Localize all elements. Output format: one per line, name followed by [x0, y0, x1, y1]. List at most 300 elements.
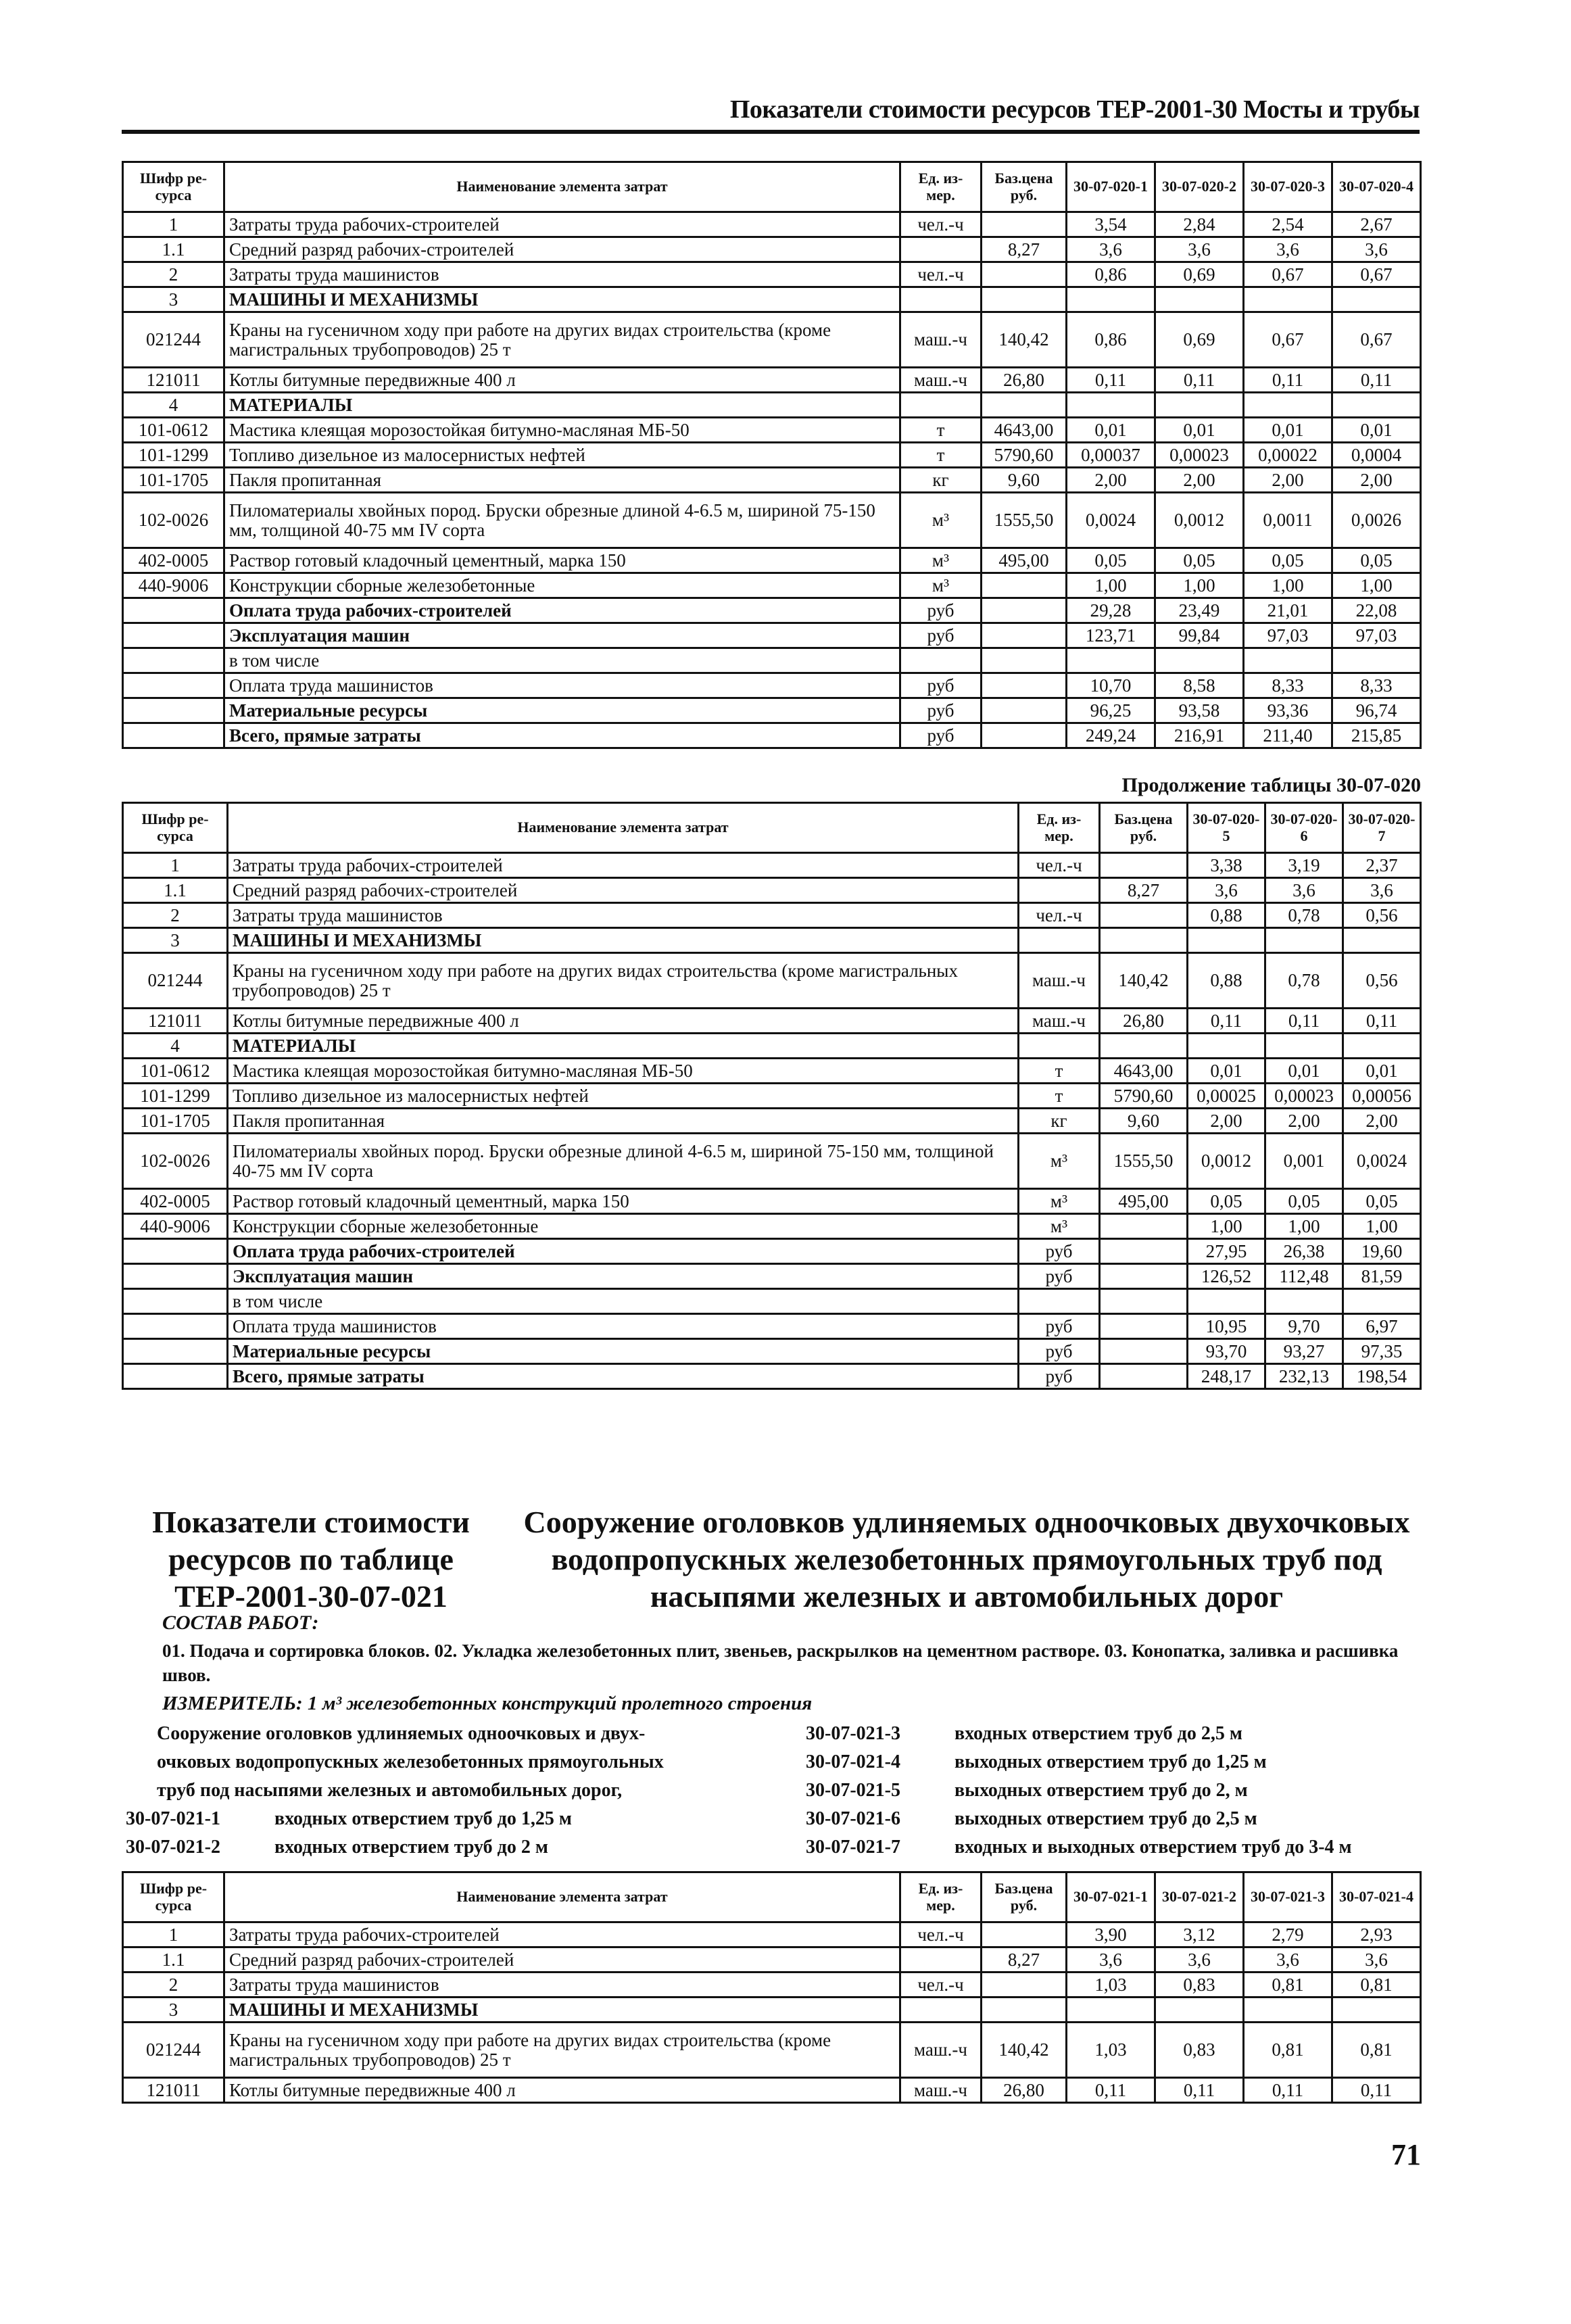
table-row: [123, 1214, 1421, 1239]
norm-code: 30-07-021-6: [806, 1808, 900, 1829]
cell-name: Краны на гусеничном ходу при работе на других видах строительства (кроме магистральных трубопроводов) 25 т: [224, 312, 900, 368]
cell-code: 402-0005: [123, 1189, 228, 1214]
cell-code: [123, 1364, 228, 1389]
cell-unit: [900, 1947, 982, 1972]
cell-price: [1100, 1364, 1188, 1389]
cell-value: 0,81: [1244, 1972, 1332, 1998]
cell-value: 1,03: [1067, 1972, 1155, 1998]
cell-unit: маш.-ч: [900, 2078, 982, 2103]
norm-code: 30-07-021-3: [806, 1723, 900, 1744]
cell-value: 3,6: [1067, 237, 1155, 262]
cell-code: 101-1705: [123, 1109, 228, 1134]
cell-code: 1: [123, 212, 224, 237]
cell-price: 8,27: [982, 237, 1067, 262]
cell-code: [123, 698, 224, 723]
cell-name: Эксплуатация машин: [228, 1264, 1019, 1289]
table-row: [123, 493, 1421, 548]
cell-value: [1067, 393, 1155, 418]
cell-value: 0,69: [1155, 262, 1244, 287]
column-header-code: Шифр ре-сурса: [123, 162, 224, 212]
column-header-name: Наименование элемента затрат: [224, 1872, 900, 1922]
table-2-header-row: [123, 803, 1421, 853]
cell-value: 0,88: [1188, 903, 1265, 928]
cell-name: в том числе: [224, 648, 900, 673]
cell-value: 3,6: [1265, 878, 1343, 903]
table-row: [123, 418, 1421, 443]
cell-price: [982, 212, 1067, 237]
cell-code: 1.1: [123, 237, 224, 262]
cell-value: 0,11: [1332, 368, 1421, 393]
section-title-right: Сооружение оголовков удлиняемых одноочковых двухочковых водопропускных железобетонных прямоугольных труб под насыпями железных и автомобильных дорог: [523, 1505, 1410, 1614]
cell-value: 3,6: [1244, 1947, 1332, 1972]
cell-name: Конструкции сборные железобетонные: [228, 1214, 1019, 1239]
cell-value: 0,00025: [1188, 1084, 1265, 1109]
table-row: [123, 573, 1421, 598]
cell-value: 0,86: [1067, 312, 1155, 368]
table-row: [123, 1998, 1421, 2023]
section-title-left: Показатели стоимости ресурсов по таблице ТЕР-2001-30-07-021: [152, 1505, 470, 1614]
cell-value: 26,38: [1265, 1239, 1343, 1264]
cell-name: Средний разряд рабочих-строителей: [224, 237, 900, 262]
cell-value: [1188, 1289, 1265, 1314]
cell-value: 0,01: [1188, 1059, 1265, 1084]
cell-price: [1100, 1034, 1188, 1059]
cell-unit: кг: [900, 468, 982, 493]
cell-name: Топливо дизельное из малосернистых нефтей: [228, 1084, 1019, 1109]
cell-unit: м³: [1019, 1214, 1100, 1239]
cell-value: 249,24: [1067, 723, 1155, 748]
column-header-unit: Ед. из-мер.: [1019, 803, 1100, 853]
cell-code: 121011: [123, 1009, 228, 1034]
cell-code: [123, 1239, 228, 1264]
cell-value: 0,86: [1067, 262, 1155, 287]
cell-unit: чел.-ч: [1019, 903, 1100, 928]
cell-value: 81,59: [1343, 1264, 1421, 1289]
cell-name: Оплата труда рабочих-строителей: [224, 598, 900, 623]
cell-price: [982, 623, 1067, 648]
cell-value: 0,0004: [1332, 443, 1421, 468]
cell-price: [1100, 1314, 1188, 1339]
cell-unit: кг: [1019, 1109, 1100, 1134]
cell-code: [123, 673, 224, 698]
cell-code: 101-0612: [123, 418, 224, 443]
cell-unit: маш.-ч: [1019, 953, 1100, 1009]
description-line: очковых водопропускных железобетонных прямоугольных: [157, 1751, 664, 1772]
cell-unit: чел.-ч: [900, 1922, 982, 1947]
composition-text: 01. Подача и сортировка блоков. 02. Укладка железобетонных плит, звеньев, раскрылков на цементном растворе. 03. Конопатка, заливка и расшивка швов.: [162, 1641, 1399, 1686]
column-header-norm: 30-07-021-2: [1155, 1872, 1244, 1922]
cell-unit: чел.-ч: [1019, 853, 1100, 878]
cell-value: 1,00: [1188, 1214, 1265, 1239]
cell-value: [1155, 648, 1244, 673]
running-header: Показатели стоимости ресурсов ТЕР-2001-30 Мосты и трубы: [729, 95, 1420, 124]
cell-value: 126,52: [1188, 1264, 1265, 1289]
cell-value: 19,60: [1343, 1239, 1421, 1264]
cell-price: 26,80: [1100, 1009, 1188, 1034]
table-row: [123, 1034, 1421, 1059]
cell-value: 3,6: [1244, 237, 1332, 262]
cell-unit: руб: [1019, 1314, 1100, 1339]
table-row: [123, 853, 1421, 878]
cell-value: [1332, 393, 1421, 418]
cell-name: Средний разряд рабочих-строителей: [228, 878, 1019, 903]
cell-value: 0,78: [1265, 903, 1343, 928]
cell-name: Пиломатериалы хвойных пород. Бруски обрезные длиной 4-6.5 м, шириной 75-150 мм, толщиной 40-75 мм IV сорта: [224, 493, 900, 548]
description-line: труб под насыпями железных и автомобильных дорог,: [157, 1780, 623, 1801]
table-row: [123, 368, 1421, 393]
cell-price: 8,27: [982, 1947, 1067, 1972]
cell-name: Материальные ресурсы: [224, 698, 900, 723]
cell-value: 3,90: [1067, 1922, 1155, 1947]
table-row: [123, 1972, 1421, 1998]
cell-value: 0,0012: [1155, 493, 1244, 548]
table-row: [123, 648, 1421, 673]
cell-value: 0,0024: [1343, 1134, 1421, 1189]
cell-value: 1,00: [1067, 573, 1155, 598]
cell-value: 0,11: [1343, 1009, 1421, 1034]
resource-table-3: [122, 1871, 1422, 2104]
cell-value: 0,11: [1155, 2078, 1244, 2103]
cell-name: Всего, прямые затраты: [228, 1364, 1019, 1389]
cell-value: 0,0011: [1244, 493, 1332, 548]
table-row: [123, 723, 1421, 748]
cell-price: [982, 723, 1067, 748]
cell-unit: руб: [900, 623, 982, 648]
cell-price: 495,00: [982, 548, 1067, 573]
cell-unit: [900, 1998, 982, 2023]
cell-price: [982, 673, 1067, 698]
cell-name: МАТЕРИАЛЫ: [228, 1034, 1019, 1059]
table-row: [123, 443, 1421, 468]
cell-price: [982, 698, 1067, 723]
cell-value: 8,33: [1332, 673, 1421, 698]
cell-name: Пакля пропитанная: [228, 1109, 1019, 1134]
cell-code: 121011: [123, 368, 224, 393]
table-1-body: [123, 212, 1421, 748]
cell-value: 0,00023: [1155, 443, 1244, 468]
cell-price: 8,27: [1100, 878, 1188, 903]
cell-name: Котлы битумные передвижные 400 л: [224, 2078, 900, 2103]
table-row: [123, 878, 1421, 903]
cell-price: [982, 393, 1067, 418]
cell-value: 2,00: [1332, 468, 1421, 493]
cell-value: 0,05: [1188, 1189, 1265, 1214]
table-row: [123, 1289, 1421, 1314]
cell-value: 0,56: [1343, 953, 1421, 1009]
table-row: [123, 1109, 1421, 1134]
cell-value: 0,11: [1188, 1009, 1265, 1034]
cell-value: [1343, 1034, 1421, 1059]
norm-description: выходных отверстием труб до 2,5 м: [954, 1808, 1257, 1829]
table-row: [123, 1084, 1421, 1109]
table-row: [123, 1264, 1421, 1289]
table-3-body: [123, 1922, 1421, 2103]
cell-value: [1244, 1998, 1332, 2023]
norm-description: выходных отверстием труб до 2, м: [954, 1780, 1248, 1801]
column-header-norm: 30-07-020-6: [1265, 803, 1343, 853]
cell-price: 26,80: [982, 368, 1067, 393]
cell-unit: руб: [900, 598, 982, 623]
cell-value: 0,01: [1244, 418, 1332, 443]
cell-price: [982, 573, 1067, 598]
cell-code: 1.1: [123, 1947, 224, 1972]
cell-value: 248,17: [1188, 1364, 1265, 1389]
cell-value: [1265, 1289, 1343, 1314]
cell-code: 2: [123, 1972, 224, 1998]
cell-name: Котлы битумные передвижные 400 л: [228, 1009, 1019, 1034]
cell-code: 3: [123, 928, 228, 953]
column-header-norm: 30-07-020-4: [1332, 162, 1421, 212]
cell-value: 27,95: [1188, 1239, 1265, 1264]
cell-price: [982, 648, 1067, 673]
table-row: [123, 468, 1421, 493]
table-row: [123, 623, 1421, 648]
cell-name: Мастика клеящая морозостойкая битумно-масляная МБ-50: [228, 1059, 1019, 1084]
cell-value: [1188, 928, 1265, 953]
cell-code: 101-1299: [123, 443, 224, 468]
cell-value: 198,54: [1343, 1364, 1421, 1389]
cell-value: 216,91: [1155, 723, 1244, 748]
measurer-line: ИЗМЕРИТЕЛЬ: 1 м³ железобетонных конструкций пролетного строения: [162, 1693, 813, 1714]
table-row: [123, 1339, 1421, 1364]
cell-price: [1100, 1239, 1188, 1264]
cell-value: [1265, 1034, 1343, 1059]
cell-value: 0,01: [1155, 418, 1244, 443]
cell-value: 1,03: [1067, 2023, 1155, 2078]
norm-description: входных отверстием труб до 1,25 м: [274, 1808, 572, 1829]
cell-price: [1100, 853, 1188, 878]
table-row: [123, 393, 1421, 418]
table-row: [123, 1239, 1421, 1264]
cell-name: Мастика клеящая морозостойкая битумно-масляная МБ-50: [224, 418, 900, 443]
column-header-norm: 30-07-020-7: [1343, 803, 1421, 853]
cell-value: 8,58: [1155, 673, 1244, 698]
cell-name: Топливо дизельное из малосернистых нефтей: [224, 443, 900, 468]
cell-price: 9,60: [982, 468, 1067, 493]
cell-code: 102-0026: [123, 1134, 228, 1189]
continuation-label: Продолжение таблицы 30-07-020: [1121, 774, 1421, 796]
cell-unit: [1019, 1034, 1100, 1059]
norm-code: 30-07-021-2: [126, 1837, 220, 1858]
cell-price: 140,42: [982, 2023, 1067, 2078]
cell-name: Пиломатериалы хвойных пород. Бруски обрезные длиной 4-6.5 м, шириной 75-150 мм, толщиной 40-75 мм IV сорта: [228, 1134, 1019, 1189]
cell-value: 3,12: [1155, 1922, 1244, 1947]
cell-name: Затраты труда рабочих-строителей: [224, 212, 900, 237]
cell-name: Оплата труда машинистов: [228, 1314, 1019, 1339]
cell-value: 0,81: [1332, 1972, 1421, 1998]
table-row: [123, 1009, 1421, 1034]
cell-price: [1100, 1289, 1188, 1314]
cell-price: [982, 1922, 1067, 1947]
cell-name: Раствор готовый кладочный цементный, марка 150: [228, 1189, 1019, 1214]
table-row: [123, 1922, 1421, 1947]
cell-name: Краны на гусеничном ходу при работе на других видах строительства (кроме магистральных трубопроводов) 25 т: [228, 953, 1019, 1009]
page-number: 71: [1391, 2138, 1421, 2171]
cell-name: Всего, прямые затраты: [224, 723, 900, 748]
cell-value: 3,6: [1332, 1947, 1421, 1972]
cell-value: 1,00: [1265, 1214, 1343, 1239]
norm-description: входных и выходных отверстием труб до 3-4 м: [954, 1837, 1352, 1858]
cell-price: [982, 287, 1067, 312]
cell-value: 1,00: [1332, 573, 1421, 598]
cell-price: 1555,50: [982, 493, 1067, 548]
cell-code: 101-1705: [123, 468, 224, 493]
cell-value: [1188, 1034, 1265, 1059]
norm-description: выходных отверстием труб до 1,25 м: [954, 1751, 1267, 1772]
cell-value: [1343, 1289, 1421, 1314]
cell-unit: [1019, 928, 1100, 953]
cell-value: 96,74: [1332, 698, 1421, 723]
resource-table-2: [122, 802, 1422, 1390]
cell-value: [1067, 648, 1155, 673]
cell-value: 0,67: [1244, 312, 1332, 368]
cell-code: [123, 723, 224, 748]
cell-value: 1,00: [1343, 1214, 1421, 1239]
cell-value: 9,70: [1265, 1314, 1343, 1339]
table-1-header-row: [123, 162, 1421, 212]
cell-value: 2,00: [1155, 468, 1244, 493]
cell-value: 2,00: [1244, 468, 1332, 493]
cell-code: 1: [123, 853, 228, 878]
cell-price: 4643,00: [1100, 1059, 1188, 1084]
cell-value: [1265, 928, 1343, 953]
cell-value: [1244, 393, 1332, 418]
cell-value: 0,01: [1343, 1059, 1421, 1084]
cell-price: [982, 262, 1067, 287]
cell-price: 4643,00: [982, 418, 1067, 443]
cell-name: МАТЕРИАЛЫ: [224, 393, 900, 418]
cell-value: 1,00: [1244, 573, 1332, 598]
column-header-norm: 30-07-020-1: [1067, 162, 1155, 212]
cell-value: [1244, 287, 1332, 312]
cell-unit: руб: [1019, 1264, 1100, 1289]
cell-unit: м³: [1019, 1189, 1100, 1214]
cell-value: 0,56: [1343, 903, 1421, 928]
cell-unit: маш.-ч: [900, 368, 982, 393]
cell-unit: т: [900, 443, 982, 468]
cell-value: 3,6: [1067, 1947, 1155, 1972]
cell-unit: [1019, 1289, 1100, 1314]
table-row: [123, 548, 1421, 573]
column-header-norm: 30-07-020-2: [1155, 162, 1244, 212]
cell-value: 0,78: [1265, 953, 1343, 1009]
table-row: [123, 698, 1421, 723]
cell-name: Котлы битумные передвижные 400 л: [224, 368, 900, 393]
norm-code: 30-07-021-4: [806, 1751, 900, 1772]
cell-name: Затраты труда машинистов: [224, 262, 900, 287]
cell-value: 99,84: [1155, 623, 1244, 648]
cell-value: 1,00: [1155, 573, 1244, 598]
codes-left: [126, 1805, 572, 1862]
cell-value: 0,05: [1067, 548, 1155, 573]
norm-code: 30-07-021-1: [126, 1808, 220, 1829]
cell-value: [1332, 648, 1421, 673]
cell-value: [1155, 1998, 1244, 2023]
cell-price: 1555,50: [1100, 1134, 1188, 1189]
table-row: [123, 598, 1421, 623]
cell-price: [982, 1972, 1067, 1998]
cell-name: Эксплуатация машин: [224, 623, 900, 648]
cell-unit: чел.-ч: [900, 1972, 982, 1998]
cell-unit: руб: [900, 698, 982, 723]
cell-unit: маш.-ч: [900, 312, 982, 368]
column-header-price: Баз.цена руб.: [982, 1872, 1067, 1922]
cell-value: 3,19: [1265, 853, 1343, 878]
cell-name: Конструкции сборные железобетонные: [224, 573, 900, 598]
cell-value: 0,01: [1265, 1059, 1343, 1084]
cell-value: 29,28: [1067, 598, 1155, 623]
cell-value: 123,71: [1067, 623, 1155, 648]
cell-value: 22,08: [1332, 598, 1421, 623]
cell-code: 402-0005: [123, 548, 224, 573]
table-row: [123, 212, 1421, 237]
cell-unit: м³: [900, 573, 982, 598]
cell-unit: т: [1019, 1059, 1100, 1084]
column-header-code: Шифр ре-сурса: [123, 803, 228, 853]
cell-value: 3,38: [1188, 853, 1265, 878]
table-row: [123, 287, 1421, 312]
cell-unit: чел.-ч: [900, 212, 982, 237]
cell-value: 6,97: [1343, 1314, 1421, 1339]
cell-unit: чел.-ч: [900, 262, 982, 287]
table-2-body: [123, 853, 1421, 1389]
cell-value: 0,00056: [1343, 1084, 1421, 1109]
cell-price: [982, 1998, 1067, 2023]
cell-name: Оплата труда машинистов: [224, 673, 900, 698]
cell-name: Пакля пропитанная: [224, 468, 900, 493]
cell-value: [1332, 287, 1421, 312]
cell-value: 0,11: [1244, 2078, 1332, 2103]
cell-code: 1: [123, 1922, 224, 1947]
column-header-unit: Ед. из-мер.: [900, 162, 982, 212]
cell-code: [123, 648, 224, 673]
cell-price: [1100, 928, 1188, 953]
cell-value: 0,05: [1332, 548, 1421, 573]
column-header-name: Наименование элемента затрат: [228, 803, 1019, 853]
cell-value: 21,01: [1244, 598, 1332, 623]
column-header-norm: 30-07-021-4: [1332, 1872, 1421, 1922]
column-header-norm: 30-07-021-1: [1067, 1872, 1155, 1922]
description-block: [157, 1720, 664, 1805]
cell-value: 93,27: [1265, 1339, 1343, 1364]
cell-value: 3,6: [1343, 878, 1421, 903]
cell-code: 4: [123, 393, 224, 418]
composition-label: СОСТАВ РАБОТ:: [162, 1612, 319, 1634]
cell-value: 2,84: [1155, 212, 1244, 237]
column-header-price: Баз.цена руб.: [982, 162, 1067, 212]
table-row: [123, 928, 1421, 953]
cell-unit: [1019, 878, 1100, 903]
column-header-unit: Ед. из-мер.: [900, 1872, 982, 1922]
cell-unit: руб: [1019, 1364, 1100, 1389]
cell-value: 2,67: [1332, 212, 1421, 237]
cell-value: [1343, 928, 1421, 953]
cell-value: 0,81: [1332, 2023, 1421, 2078]
cell-code: 3: [123, 287, 224, 312]
cell-value: 3,6: [1188, 878, 1265, 903]
cell-value: 0,11: [1067, 2078, 1155, 2103]
cell-code: 440-9006: [123, 573, 224, 598]
cell-name: Затраты труда машинистов: [228, 903, 1019, 928]
cell-value: [1155, 287, 1244, 312]
cell-price: 5790,60: [982, 443, 1067, 468]
cell-name: Краны на гусеничном ходу при работе на других видах строительства (кроме магистральных трубопроводов) 25 т: [224, 2023, 900, 2078]
cell-value: 0,0012: [1188, 1134, 1265, 1189]
norm-code: 30-07-021-7: [806, 1837, 900, 1858]
table-row: [123, 673, 1421, 698]
cell-code: [123, 598, 224, 623]
cell-code: 021244: [123, 953, 228, 1009]
